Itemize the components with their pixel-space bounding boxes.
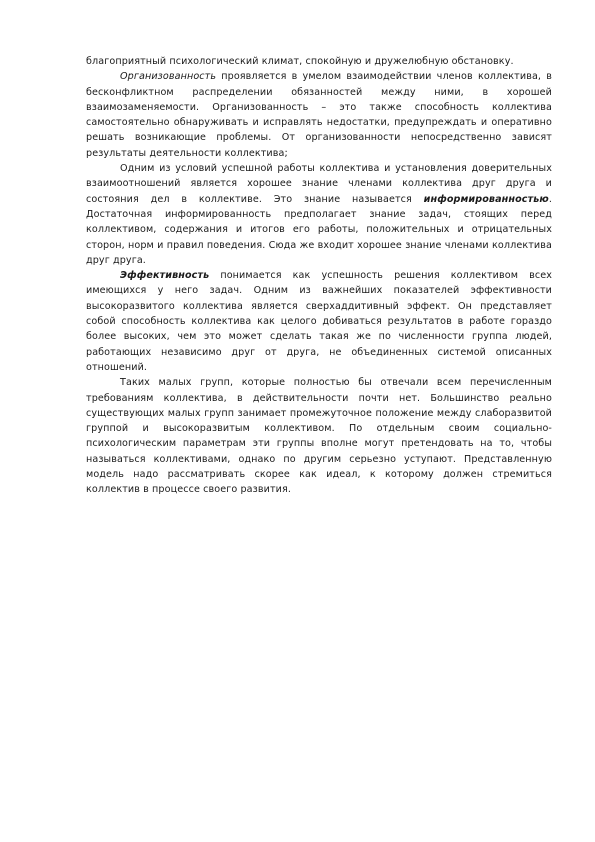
paragraph-text: Одним из условий успешной работы коллектива и установления доверительных взаимоотношений является хорошее знание членами коллектива друг друга и состояния дел в коллективе. Это знание называется — [86, 163, 552, 205]
document-page — [86, 54, 552, 498]
paragraph-text: понимается как успешность решения коллективом всех имеющихся у него задач. Одним из важнейших показателей эффективности высокоразвитого коллектива является сверхаддитивный эффект. Он представляет собой способность коллектива как целого добиваться результатов в работе гораздо более высоких, чем это может сделать такая же по численности группа людей, работающих независимо друг от друга, не объединенных системой описанных отношений. — [86, 270, 552, 373]
paragraph-text: Таких малых групп, которые полностью бы отвечали всем перечисленным требованиям коллектива, в действительности почти нет. Большинство реально существующих малых групп занимает промежуточное положение между слаборазвитой группой и высокоразвитым коллективом. По отдельным своим социально-психологическим параметрам эти группы вполне могут претендовать на то, чтобы называться коллективами, однако по другим серьезно уступают. Представленную модель надо рассматривать скорее как идеал, к которому должен стремиться коллектив в процессе своего развития. — [86, 377, 552, 496]
term-informedness: информированностью — [423, 193, 549, 205]
paragraph-continuation — [86, 54, 552, 69]
paragraph-small-groups — [86, 375, 552, 497]
term-effectiveness: Эффективность — [120, 270, 210, 282]
paragraph-informedness — [86, 161, 552, 268]
paragraph-text: проявляется в умелом взаимодействии членов коллектива, в бесконфликтном распределении обязанностей между ними, в хорошей взаимозаменяемости. Организованность – это также способность коллектива самостоятельно обнаруживать и исправлять недостатки, предупреждать и оперативно решать возникающие проблемы. От организованности непосредственно зависят результаты деятельности коллектива; — [86, 71, 552, 159]
paragraph-effectiveness — [86, 268, 552, 375]
paragraph-text: . Достаточная информированность предполагает знание задач, стоящих перед коллективом, содержания и итогов его работы, положительных и отрицательных сторон, норм и правил поведения. Сюда же входит хорошее знание членами коллектива друг друга. — [86, 193, 552, 266]
paragraph-organization — [86, 69, 552, 161]
paragraph-text: благоприятный психологический климат, спокойную и дружелюбную обстановку. — [86, 56, 514, 67]
term-organization: Организованность — [120, 71, 217, 83]
